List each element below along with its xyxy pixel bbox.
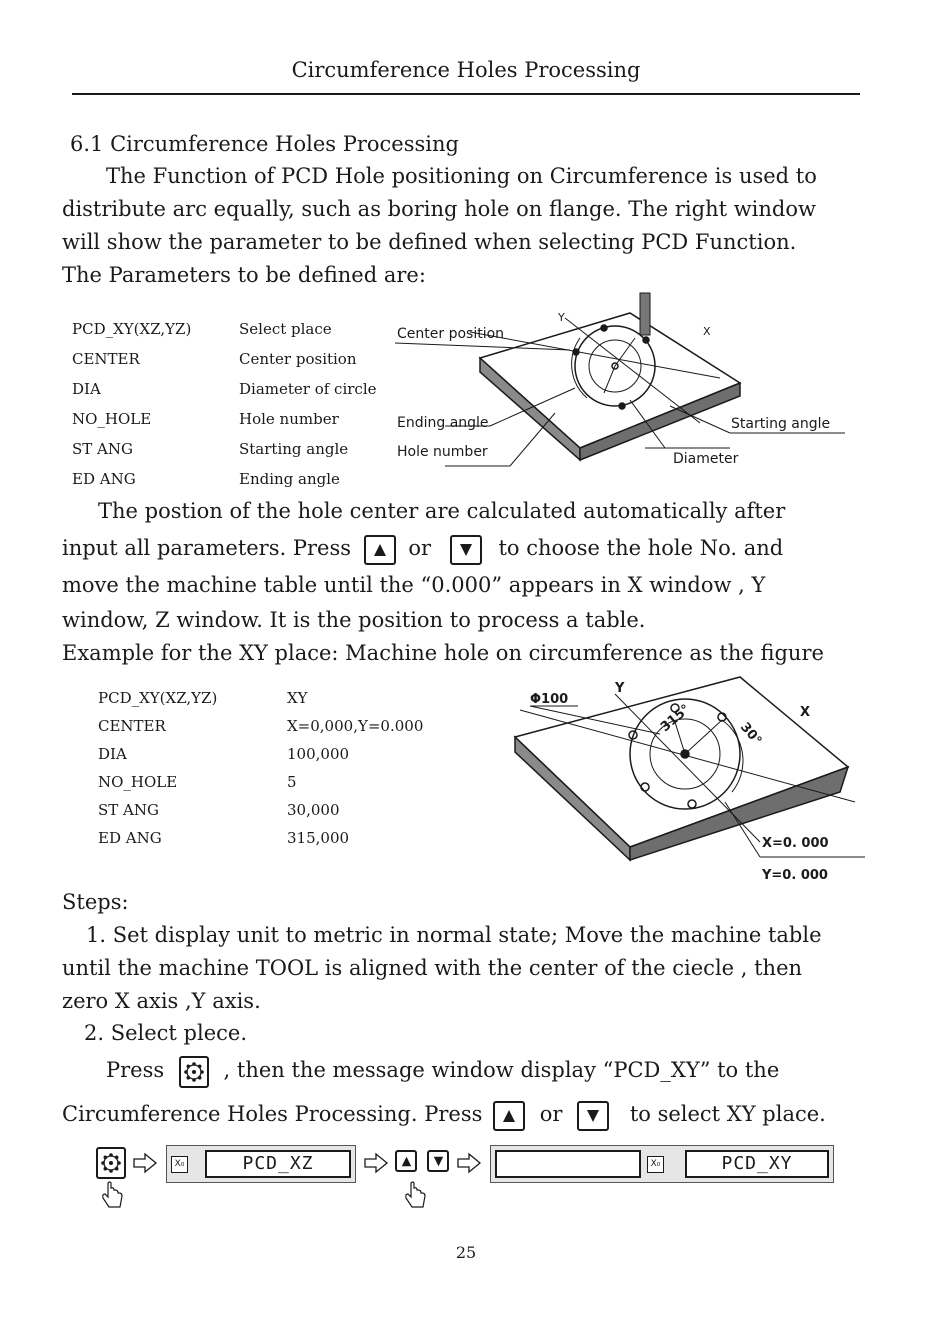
label-x-zero: X=0. 000 <box>762 836 829 851</box>
param-desc: Ending angle <box>239 470 340 488</box>
intro-line-3: will show the parameter to be defined when selecting PCD Function. <box>62 230 797 254</box>
hand-pointer-icon <box>100 1180 126 1210</box>
down-arrow-key-icon <box>427 1150 449 1172</box>
label-dia-example: Φ100 <box>530 692 569 707</box>
param-key: DIA <box>72 380 101 398</box>
sequence-pcd-key <box>96 1147 126 1179</box>
position-line-2 <box>62 530 862 567</box>
lcd-text-pcd-xz: PCD_XZ <box>205 1150 351 1178</box>
position-paragraph <box>62 493 862 670</box>
step-2-press: Press <box>106 1058 165 1082</box>
label-axis-y: Y <box>558 311 565 324</box>
label-diameter: Diameter <box>673 451 739 467</box>
lcd-display-pcd-xz <box>166 1145 356 1183</box>
arrow-right-icon <box>132 1152 158 1174</box>
position-line-5: Example for the XY place: Machine hole on circumference as the figure <box>62 641 824 665</box>
running-header: Circumference Holes Processing <box>291 58 641 82</box>
param-desc: Diameter of circle <box>239 380 377 398</box>
x0-icon: X₀ <box>647 1156 664 1173</box>
param-key: ST ANG <box>72 440 133 458</box>
arrow-right-icon <box>456 1152 482 1174</box>
param-desc: Select place <box>239 320 332 338</box>
steps-title: Steps: <box>62 890 129 914</box>
label-angle-start: 30° <box>736 719 765 749</box>
label-center-position: Center position <box>397 326 505 342</box>
intro-line-2: distribute arc equally, such as boring hole on flange. The right window <box>62 197 816 221</box>
lcd-display-pcd-xy <box>490 1145 834 1183</box>
param-descriptions <box>239 314 377 494</box>
example-key: CENTER <box>98 717 166 735</box>
label-starting-angle: Starting angle <box>731 416 831 432</box>
lcd-blank-window <box>495 1150 641 1178</box>
tool-icon <box>640 293 650 335</box>
lcd-text-pcd-xy: PCD_XY <box>685 1150 829 1178</box>
label-axis-x-example: X <box>800 705 811 720</box>
step-2-circ: Circumference Holes Processing. Press <box>62 1102 483 1126</box>
label-y-zero: Y=0. 000 <box>762 868 828 883</box>
position-line-4: window, Z window. It is the position to process a table. <box>62 608 646 632</box>
intro-line-1: The Function of PCD Hole positioning on Circumference is used to <box>106 164 817 188</box>
pcd-function-key-icon <box>179 1056 209 1088</box>
hand-pointer-icon <box>403 1180 429 1210</box>
plate-top <box>480 313 740 448</box>
example-key: NO_HOLE <box>98 773 178 791</box>
step-1-line-3: zero X axis ,Y axis. <box>62 989 261 1013</box>
example-value: 5 <box>287 773 297 791</box>
example-key: DIA <box>98 745 127 763</box>
example-key: ST ANG <box>98 801 159 819</box>
up-arrow-key-icon <box>493 1101 525 1131</box>
pcd-function-key-icon <box>96 1147 126 1179</box>
example-key: ED ANG <box>98 829 162 847</box>
step-2-line-1 <box>62 1054 862 1088</box>
step-2-title: 2. Select plece. <box>84 1021 247 1045</box>
param-desc: Starting angle <box>239 440 349 458</box>
step-1 <box>62 919 862 1018</box>
arrow-right-icon <box>363 1152 389 1174</box>
example-key: PCD_XY(XZ,YZ) <box>98 689 218 707</box>
step-2-select: to select XY place. <box>629 1102 826 1126</box>
param-key: ED ANG <box>72 470 136 488</box>
pcd-diagram-general <box>390 288 860 478</box>
param-key: NO_HOLE <box>72 410 152 428</box>
example-keys <box>98 684 217 852</box>
down-arrow-key-icon <box>450 535 482 565</box>
example-value: 315,000 <box>287 829 350 847</box>
param-desc: Center position <box>239 350 357 368</box>
position-line-2-a: input all parameters. Press <box>62 536 351 560</box>
example-value: XY <box>287 689 308 707</box>
label-ending-angle: Ending angle <box>397 415 489 431</box>
example-value: 30,000 <box>287 801 340 819</box>
step-2-line-2 <box>62 1098 862 1131</box>
intro-paragraph <box>62 160 862 292</box>
step-1-line-1: 1. Set display unit to metric in normal state; Move the machine table <box>86 923 822 947</box>
param-key: PCD_XY(XZ,YZ) <box>72 320 192 338</box>
step-1-line-2: until the machine TOOL is aligned with the center of the ciecle , then <box>62 956 803 980</box>
label-axis-y-example: Y <box>615 681 625 696</box>
page-number: 25 <box>455 1243 477 1262</box>
up-arrow-key-icon <box>364 535 396 565</box>
position-line-2-b: to choose the hole No. and <box>498 536 784 560</box>
position-line-3: move the machine table until the “0.000” appears in X window , Y <box>62 573 766 597</box>
section-title: 6.1 Circumference Holes Processing <box>70 132 459 156</box>
down-arrow-key-icon <box>577 1101 609 1131</box>
example-values <box>287 684 423 852</box>
label-axis-x: X <box>703 325 711 338</box>
pcd-diagram-example <box>500 672 870 887</box>
label-hole-number: Hole number <box>397 444 488 460</box>
label-angle-end: 315° <box>657 701 694 736</box>
param-keys <box>72 314 191 494</box>
position-line-1: The postion of the hole center are calculated automatically after <box>98 499 786 523</box>
header-rule <box>72 93 860 95</box>
example-value: X=0,000,Y=0.000 <box>287 717 424 735</box>
example-value: 100,000 <box>287 745 350 763</box>
param-desc: Hole number <box>239 410 339 428</box>
position-line-2-or: or <box>408 536 432 560</box>
step-2-or: or <box>539 1102 563 1126</box>
param-key: CENTER <box>72 350 140 368</box>
intro-line-4: The Parameters to be defined are: <box>62 263 426 287</box>
step-2-msg: , then the message window display “PCD_XY” to the <box>223 1058 780 1082</box>
x0-icon: X₀ <box>171 1156 188 1173</box>
up-arrow-key-icon <box>395 1150 417 1172</box>
